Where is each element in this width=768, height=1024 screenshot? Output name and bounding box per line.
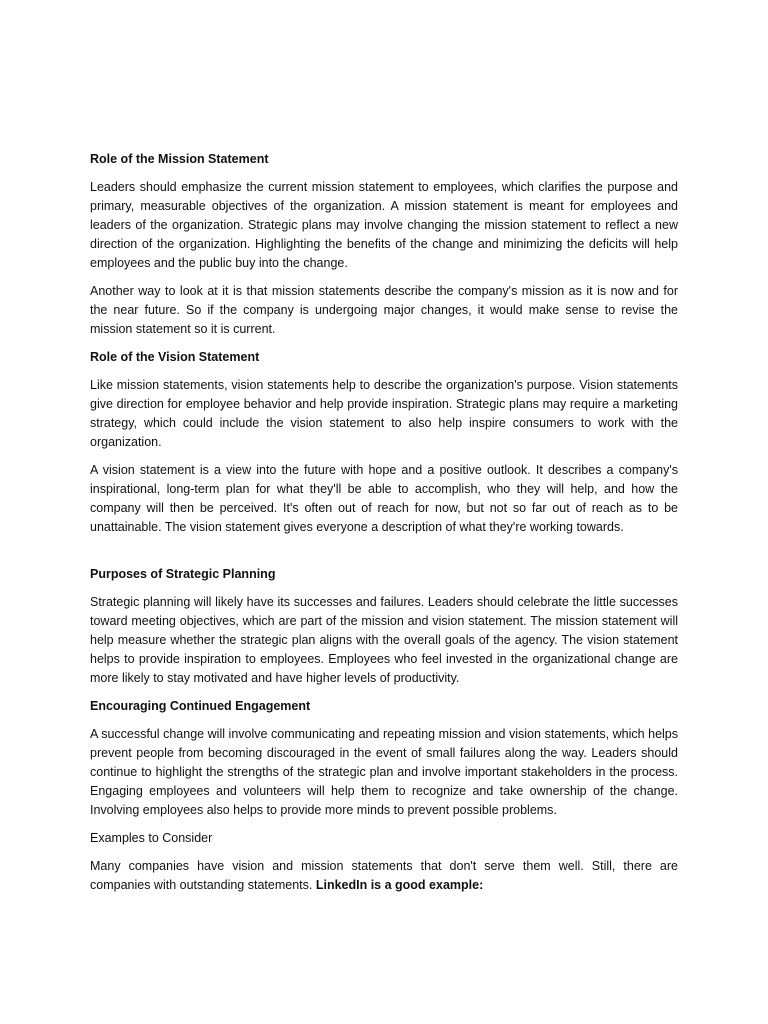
paragraph: Another way to look at it is that mission statements describe the company's mission as it is now and for the near future. So if the company is undergoing major changes, it would make sense to revise the mission statement so it is current. [90, 284, 678, 336]
section-heading-mission: Role of the Mission Statement [90, 152, 269, 166]
paragraph: Like mission statements, vision statements help to describe the organization's purpose. Vision statements give direction for employee behavior and help provide inspiration. Strategic plans may require a marketing strategy, which could include the vision statement to also help inspire consumers to work with the organization. [90, 378, 678, 449]
section-heading-purposes: Purposes of Strategic Planning [90, 567, 276, 581]
paragraph: Strategic planning will likely have its successes and failures. Leaders should celebrate the little successes toward meeting objectives, which are part of the mission and vision statement. The mission statement will help measure whether the strategic plan aligns with the overall goals of the agency. The vision statement helps to provide inspiration to employees. Employees who feel invested in the organizational change are more likely to stay motivated and have higher levels of productivity. [90, 595, 678, 685]
paragraph-text: Many companies have vision and mission statements that don't serve them well. Still, there are companies with outstanding statements. [90, 859, 678, 892]
document-page [90, 150, 678, 904]
blank-line [90, 546, 678, 565]
paragraph: Leaders should emphasize the current mission statement to employees, which clarifies the purpose and primary, measurable objectives of the organization. A mission statement is meant for employees and leaders of the organization. Strategic plans may involve changing the mission statement to reflect a new direction of the organization. Highlighting the benefits of the change and minimizing the deficits will help employees and the public buy into the change. [90, 180, 678, 270]
section-heading-vision: Role of the Vision Statement [90, 350, 260, 364]
linkedin-example-text: LinkedIn is a good example: [315, 878, 484, 892]
section-heading-engagement: Encouraging Continued Engagement [90, 699, 311, 713]
paragraph: A vision statement is a view into the future with hope and a positive outlook. It describes a company's inspirational, long-term plan for what they'll be able to accomplish, who they will help, and how the company will then be perceived. It's often out of reach for now, but not so far out of reach as to be unattainable. The vision statement gives everyone a description of what they're working towards. [90, 463, 678, 534]
paragraph: A successful change will involve communicating and repeating mission and vision statements, which helps prevent people from becoming discouraged in the event of small failures along the way. Leaders should continue to highlight the strengths of the strategic plan and involve important stakeholders in the process. Engaging employees and volunteers will help them to recognize and take ownership of the change. Involving employees also helps to provide more minds to prevent possible problems. [90, 727, 678, 817]
section-heading-examples: Examples to Consider [90, 831, 213, 845]
paragraph [90, 857, 678, 895]
